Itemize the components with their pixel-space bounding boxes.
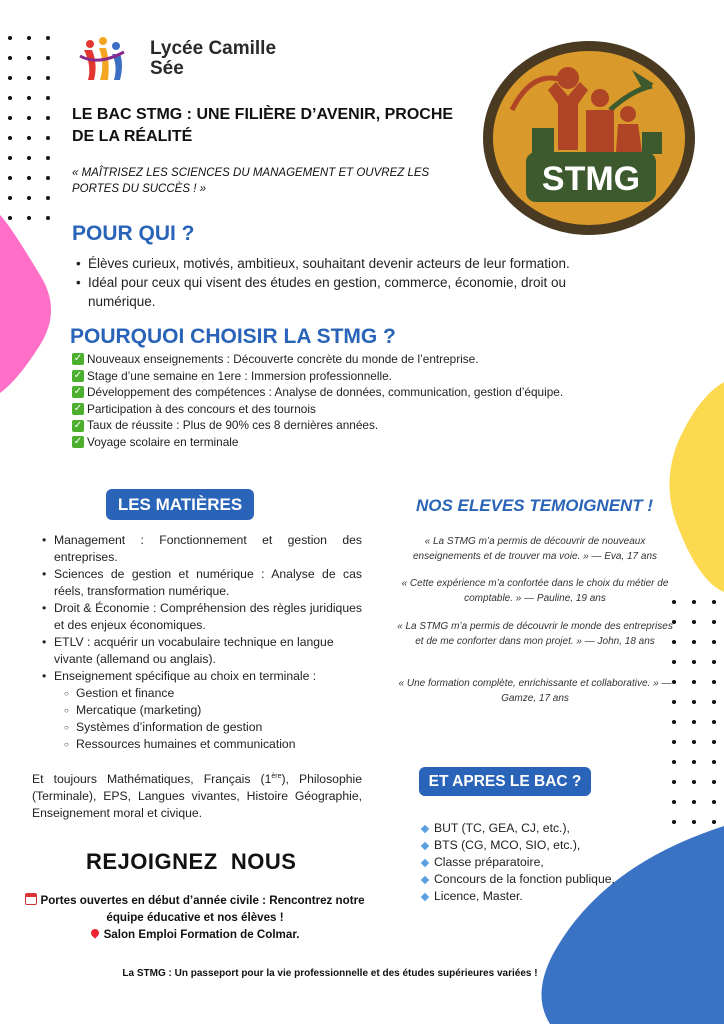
school-name-line2: Sée (150, 58, 184, 79)
pour-qui-list (76, 254, 636, 311)
apres-bac-list (420, 820, 615, 905)
event-salon: Salon Emploi Formation de Colmar. (20, 926, 370, 943)
decorative-dots-left (8, 36, 50, 220)
slogan: « MAÎTRISEZ LES SCIENCES DU MANAGEMENT ET OUVREZ LES PORTES DU SUCCÈS ! » (72, 167, 430, 195)
diamond-bullet-icon (421, 875, 429, 883)
section-title-pourquoi: POURQUOI CHOISIR LA STMG ? (70, 325, 396, 348)
testimonial-quote: « Une formation complète, enrichissante et collaborative. » — Gamze, 17 ans (398, 678, 672, 704)
list-item: • Droit & Économie : Compréhension des règles juridiques et des enjeux économiques. (42, 600, 362, 634)
core-subjects-text: Et toujours Mathématiques, Français (1ère), Philosophie (Terminale), EPS, Langues vivantes, Histoire Géographie, Enseignement moral et civique. (32, 772, 362, 821)
map-pin-icon (89, 927, 100, 938)
list-item: ✓ Nouveaux enseignements : Découverte concrète du monde de l’entreprise. (73, 352, 479, 366)
join-us-title: REJOIGNEZ NOUS (86, 849, 297, 874)
testimonial-quote: « La STMG m’a permis de découvrir de nouveaux enseignements et de trouver ma voie. » — Eva, 17 ans (412, 536, 658, 562)
section-title-matieres: LES MATIÈRES (106, 489, 254, 520)
option-item: ○ Gestion et finance (64, 685, 362, 702)
pourquoi-list (72, 351, 632, 451)
page-title: LE BAC STMG : UNE FILIÈRE D’AVENIR, PROCHE DE LA RÉALITÉ (72, 106, 454, 145)
school-name-line1: Lycée Camille (150, 38, 277, 59)
decorative-dots-right (672, 600, 716, 824)
check-icon: ✓ (73, 403, 83, 415)
events-block (20, 892, 370, 943)
testimonial-quote: « La STMG m’a permis de découvrir le monde des entreprises et de me conforter dans mon projet. » — John, 18 ans (397, 621, 673, 647)
list-item: • Élèves curieux, motivés, ambitieux, souhaitant devenir acteurs de leur formation. (76, 254, 636, 273)
stmg-badge-label: STMG (541, 160, 641, 198)
pink-blob-shape (0, 215, 60, 395)
section-title-pour-qui: POUR QUI ? (72, 222, 195, 245)
list-item: • Management : Fonctionnement et gestion des entreprises. (42, 532, 362, 566)
diamond-bullet-icon (421, 824, 429, 832)
check-icon: ✓ (73, 386, 83, 398)
list-item: ✓ Développement des compétences : Analyse de données, communication, gestion d’équipe. (73, 385, 564, 400)
diamond-bullet-icon (421, 841, 429, 849)
option-item: ○ Ressources humaines et communication (64, 736, 362, 753)
section-title-temoignages: NOS ELEVES TEMOIGNENT ! (416, 496, 654, 515)
option-item: ○ Mercatique (marketing) (64, 702, 362, 719)
school-logo (78, 36, 276, 82)
list-item: Classe préparatoire, (420, 854, 615, 871)
option-item: ○ Systèmes d’information de gestion (64, 719, 362, 736)
calendar-icon (25, 893, 37, 905)
list-item: ✓ Stage d’une semaine en 1ere : Immersion professionnelle. (73, 368, 392, 383)
check-icon: ✓ (73, 436, 83, 448)
list-item: Concours de la fonction publique, (420, 871, 615, 888)
list-item: Licence, Master. (420, 888, 615, 905)
matieres-list (42, 532, 362, 753)
list-item: BTS (CG, MCO, SIO, etc.), (420, 837, 615, 854)
list-item: • ETLV : acquérir un vocabulaire technique en langue vivante (allemand ou anglais). (42, 634, 362, 668)
list-item: • Sciences de gestion et numérique : Analyse de cas réels, transformation numérique. (42, 566, 362, 600)
event-open-days: Portes ouvertes en début d’année civile : Rencontrez notre équipe éducative et nos élèves ! (20, 892, 370, 926)
school-logo-icon (78, 36, 128, 82)
list-item: ✓ Participation à des concours et des tournois (73, 401, 316, 416)
footer-tagline: La STMG : Un passeport pour la vie professionnelle et des études supérieures variées ! (122, 968, 538, 979)
check-icon: ✓ (73, 369, 83, 381)
diamond-bullet-icon (421, 858, 429, 866)
diamond-bullet-icon (421, 892, 429, 900)
list-item: • Enseignement spécifique au choix en terminale : ○ Gestion et finance ○ Mercatique (marketing) ○ Systèmes d’information de gestion ○ Ressources humaines et communication (42, 668, 362, 753)
check-icon: ✓ (73, 353, 83, 365)
stmg-badge (482, 40, 696, 236)
list-item: BUT (TC, GEA, CJ, etc.), (420, 820, 615, 837)
testimonial-quote: « Cette expérience m’a confortée dans le choix du métier de comptable. » — Pauline, 19 ans (401, 578, 669, 604)
list-item: • Idéal pour ceux qui visent des études en gestion, commerce, économie, droit ou numérique. (76, 273, 636, 311)
section-title-apres-bac: ET APRES LE BAC ? (419, 767, 591, 796)
list-item: ✓ Voyage scolaire en terminale (73, 434, 239, 449)
list-item: ✓ Taux de réussite : Plus de 90% ces 8 dernières années. (73, 418, 379, 433)
options-list (64, 685, 362, 753)
check-icon: ✓ (73, 419, 83, 431)
